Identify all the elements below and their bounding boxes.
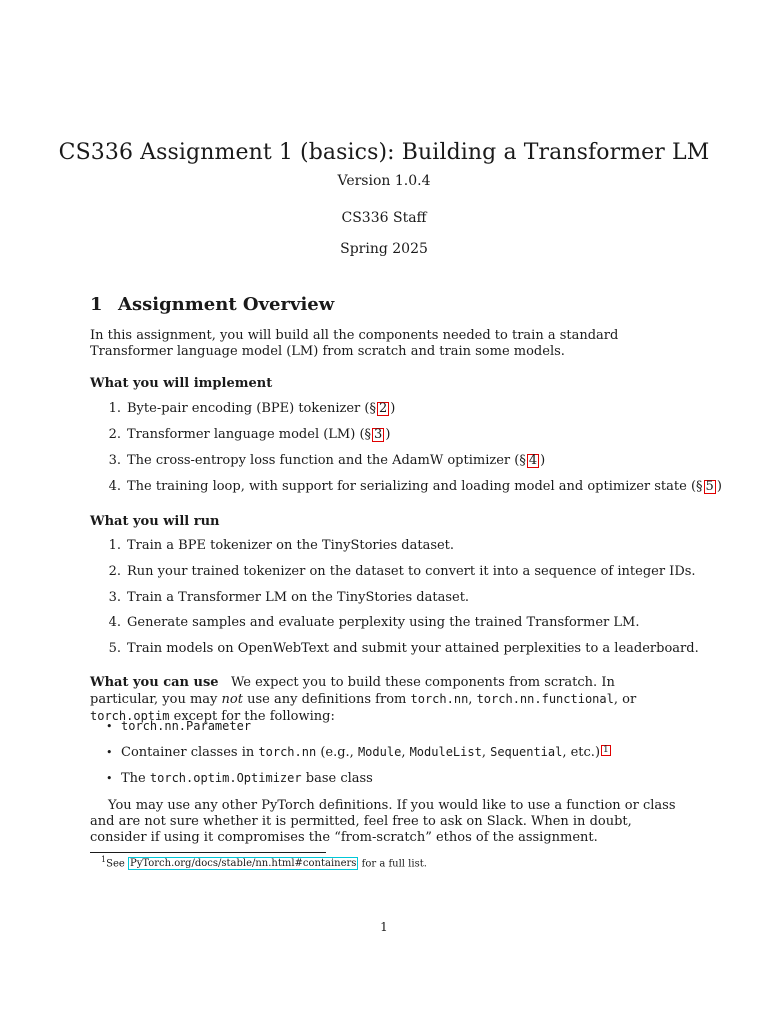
paper-title: CS336 Assignment 1 (basics): Building a Transformer LM bbox=[58, 140, 710, 165]
list-item: 3. Train a Transformer LM on the TinyStories dataset. bbox=[108, 590, 470, 605]
section-heading bbox=[90, 294, 334, 315]
bullet-item: • The torch.optim.Optimizer base class bbox=[106, 771, 373, 786]
list-item: 4. Generate samples and evaluate perplexity using the trained Transformer LM. bbox=[108, 615, 640, 630]
bullet-mark: • bbox=[106, 746, 113, 759]
section-ref-link[interactable]: 5 bbox=[705, 479, 714, 494]
list-item: 1. Byte-pair encoding (BPE) tokenizer (§ 2 ) bbox=[108, 401, 396, 416]
run-heading: What you will run bbox=[90, 514, 220, 529]
section-ref-link[interactable]: 2 bbox=[378, 401, 388, 416]
section-title: Assignment Overview bbox=[118, 294, 335, 315]
implement-heading: What you will implement bbox=[90, 376, 273, 391]
can-use-paragraph: What you can use We expect you to build these components from scratch. In particular, you may not use any definitions from torch.nn, torch.nn.functional, or torch.optim except for the following: bbox=[90, 675, 637, 724]
list-item: 4. The training loop, with support for serializing and loading model and optimizer state (§ 5 ) bbox=[108, 479, 722, 494]
can-use-heading: What you can use bbox=[90, 675, 219, 690]
section-ref-link[interactable]: 4 bbox=[528, 453, 538, 468]
list-item: 1. Train a BPE tokenizer on the TinyStories dataset. bbox=[108, 538, 455, 553]
footnote-rule bbox=[90, 852, 326, 853]
bullet-item: • Container classes in torch.nn (e.g., Module, ModuleList, Sequential, etc.) 1 bbox=[106, 745, 609, 760]
list-item: 3. The cross-entropy loss function and the AdamW optimizer (§ 4 ) bbox=[108, 453, 546, 468]
bullet-item: • torch.nn.Parameter bbox=[106, 719, 252, 733]
intro-paragraph: In this assignment, you will build all the components needed to train a standard Transformer language model (LM) from scratch and train some models. bbox=[90, 328, 619, 359]
footnote-ref-link[interactable]: 1 bbox=[603, 745, 609, 755]
usage-paragraph: You may use any other PyTorch definitions. If you would like to use a function or class and are not sure whether it is permitted, feel free to ask on Slack. When in doubt, consider if using it compromises the “from-scratch” ethos of the assignment. bbox=[90, 798, 676, 845]
author: CS336 Staff bbox=[341, 210, 427, 226]
list-item: 5. Train models on OpenWebText and submit your attained perplexities to a leaderboard. bbox=[108, 641, 699, 656]
bullet-mark: • bbox=[106, 720, 113, 733]
list-item: 2. Run your trained tokenizer on the dataset to convert it into a sequence of integer IDs. bbox=[108, 564, 696, 579]
bullet-mark: • bbox=[106, 772, 113, 785]
footnote-mark: 1 bbox=[101, 855, 107, 864]
section-number: 1 bbox=[90, 294, 103, 315]
footnote-url-link[interactable]: PyTorch.org/docs/stable/nn.html#containers bbox=[129, 858, 357, 870]
list-item: 2. Transformer language model (LM) (§ 3 ) bbox=[108, 427, 391, 442]
page-number: 1 bbox=[380, 920, 388, 934]
date: Spring 2025 bbox=[340, 241, 428, 257]
footnote: $^1$See PyTorch.org/docs/stable/nn.html#containers for a full list. bbox=[101, 855, 427, 870]
version-label: Version 1.0.4 bbox=[337, 173, 431, 189]
section-ref-link[interactable]: 3 bbox=[374, 427, 383, 442]
